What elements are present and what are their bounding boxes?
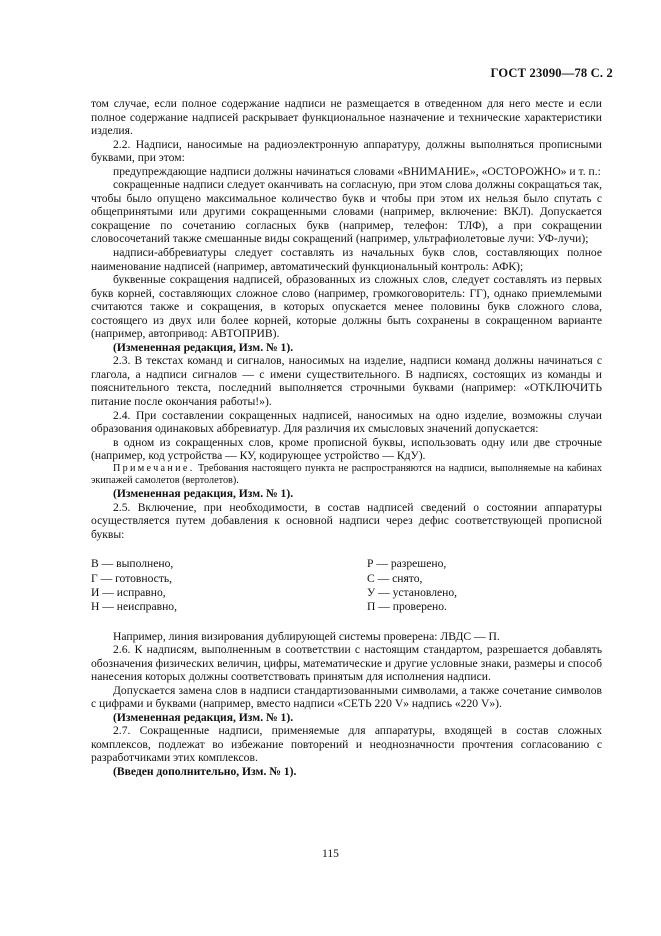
abbreviation-item: В — выполнено, [91, 557, 174, 571]
document-header: ГОСТ 23090—78 С. 2 [490, 66, 613, 80]
paragraph: 2.7. Сокращенные надписи, применяемые для аппаратуры, входящей в состав сложных комплексов, подлежат во избежание повторений и неоднозначности прочтения согласованию с разработчиками этих комплексов. [91, 724, 602, 765]
paragraph: 2.3. В текстах команд и сигналов, наносимых на изделие, надписи команд должны начинаться с глагола, а надписи сигналов — с имени существительного. В надписях, состоящих из команды и пояснительного текста, последний выполняется строчными буквами (например: «ОТКЛЮЧИТЬ питание после окончания работы!»). [91, 354, 602, 409]
abbreviation-item: У — установлено, [367, 585, 458, 599]
abbreviation-column-right [367, 557, 457, 614]
abbreviation-item: Г — готовность, [91, 571, 173, 585]
abbreviation-column-left [91, 557, 367, 614]
note-label: Примечание. [113, 462, 195, 474]
page-number: 115 [322, 847, 339, 860]
paragraph: 2.5. Включение, при необходимости, в состав надписей сведений о состоянии аппаратуры осуществляется путем добавления к основной надписи через дефис соответствующей прописной буквы: [91, 500, 602, 541]
abbreviation-item: Р — разрешено, [367, 557, 447, 571]
note-paragraph [91, 463, 602, 487]
abbreviation-item: Н — неисправно, [91, 600, 177, 614]
paragraph: (Введен дополнительно, Изм. № 1). [113, 765, 297, 779]
note-text: Требования настоящего пункта не распространяются на надписи, выполняемые на кабинах экипажей самолетов (вертолетов). [91, 462, 603, 486]
abbreviation-item: И — исправно, [91, 585, 166, 599]
paragraph: 2.2. Надписи, наносимые на радиоэлектронную аппаратуру, должны выполняться прописными буквами, при этом: [91, 137, 602, 165]
paragraph: (Измененная редакция, Изм. № 1). [113, 340, 294, 354]
section-b [91, 487, 602, 541]
abbreviation-item: П — проверено. [367, 600, 447, 614]
abbreviation-item: С — снято, [367, 571, 423, 585]
paragraph: (Измененная редакция, Изм. № 1). [113, 487, 294, 501]
paragraph: Например, линия визирования дублирующей системы проверена: ЛВДС — П. [113, 629, 500, 643]
paragraph: сокращенные надписи следует оканчивать на согласную, при этом слова должны сокращаться так, чтобы было опущено максимальное количество букв и чтобы при этом их нельзя было спутать с общепринятыми или другими сокращенными словами (например, включение: ВКЛ). Допускается сокращение по сочетанию согласных букв (например, телефон: ТЛФ), а при сокращении словосочетаний также смешанные виды сокращений (например, ультрафиолетовые лучи: УФ-лучи); [91, 178, 602, 246]
paragraph: буквенные сокращения надписей, образованных из сложных слов, следует составлять из первых букв корней, составляющих сложное слово (например, громкоговоритель: ГГ), однако приемлемыми считаются также и сокращения, в которых опускается менее половины букв сложного слова, состоящего из двух или более корней, которые должны быть сохранены в сокращенном варианте (например, автопривод: АВТОПРИВ). [91, 273, 602, 341]
paragraph: 2.6. К надписям, выполненным в соответствии с настоящим стандартом, разрешается добавлять обозначения физических величин, цифры, математические и другие условные знаки, размеры и способ нанесения которых должны соответствовать принятым для исполнения надписи. [91, 643, 602, 684]
paragraph: Допускается замена слов в надписи стандартизованными символами, а также сочетание символов с цифрами и буквами (например, вместо надписи «СЕТЬ 220 V» надпись «220 V»). [91, 683, 602, 711]
section-c [91, 630, 602, 779]
paragraph: в одном из сокращенных слов, кроме прописной буквы, использовать одну или две строчные (например, код устройства — КУ, кодирующее устройство — КдУ). [91, 435, 602, 463]
section-a [91, 97, 602, 463]
paragraph: надписи-аббревиатуры следует составлять из начальных букв слов, составляющих полное наименование надписей (например, автоматический функциональный контроль: АФК); [91, 246, 602, 273]
paragraph: 2.4. При составлении сокращенных надписей, наносимых на одно изделие, возможны случаи образования одинаковых аббревиатур. Для различия их смысловых значений допускается: [91, 408, 602, 436]
paragraph: (Измененная редакция, Изм. № 1). [113, 710, 294, 724]
document-body [91, 97, 602, 779]
paragraph: предупреждающие надписи должны начинаться словами «ВНИМАНИЕ», «ОСТОРОЖНО» и т. п.: [113, 164, 601, 178]
paragraph: том случае, если полное содержание надписи не размещается в отведенном для него месте и если полное содержание надписей раскрывает функциональное назначение и технические характеристики изделия. [91, 97, 602, 138]
abbreviation-list [91, 557, 602, 614]
